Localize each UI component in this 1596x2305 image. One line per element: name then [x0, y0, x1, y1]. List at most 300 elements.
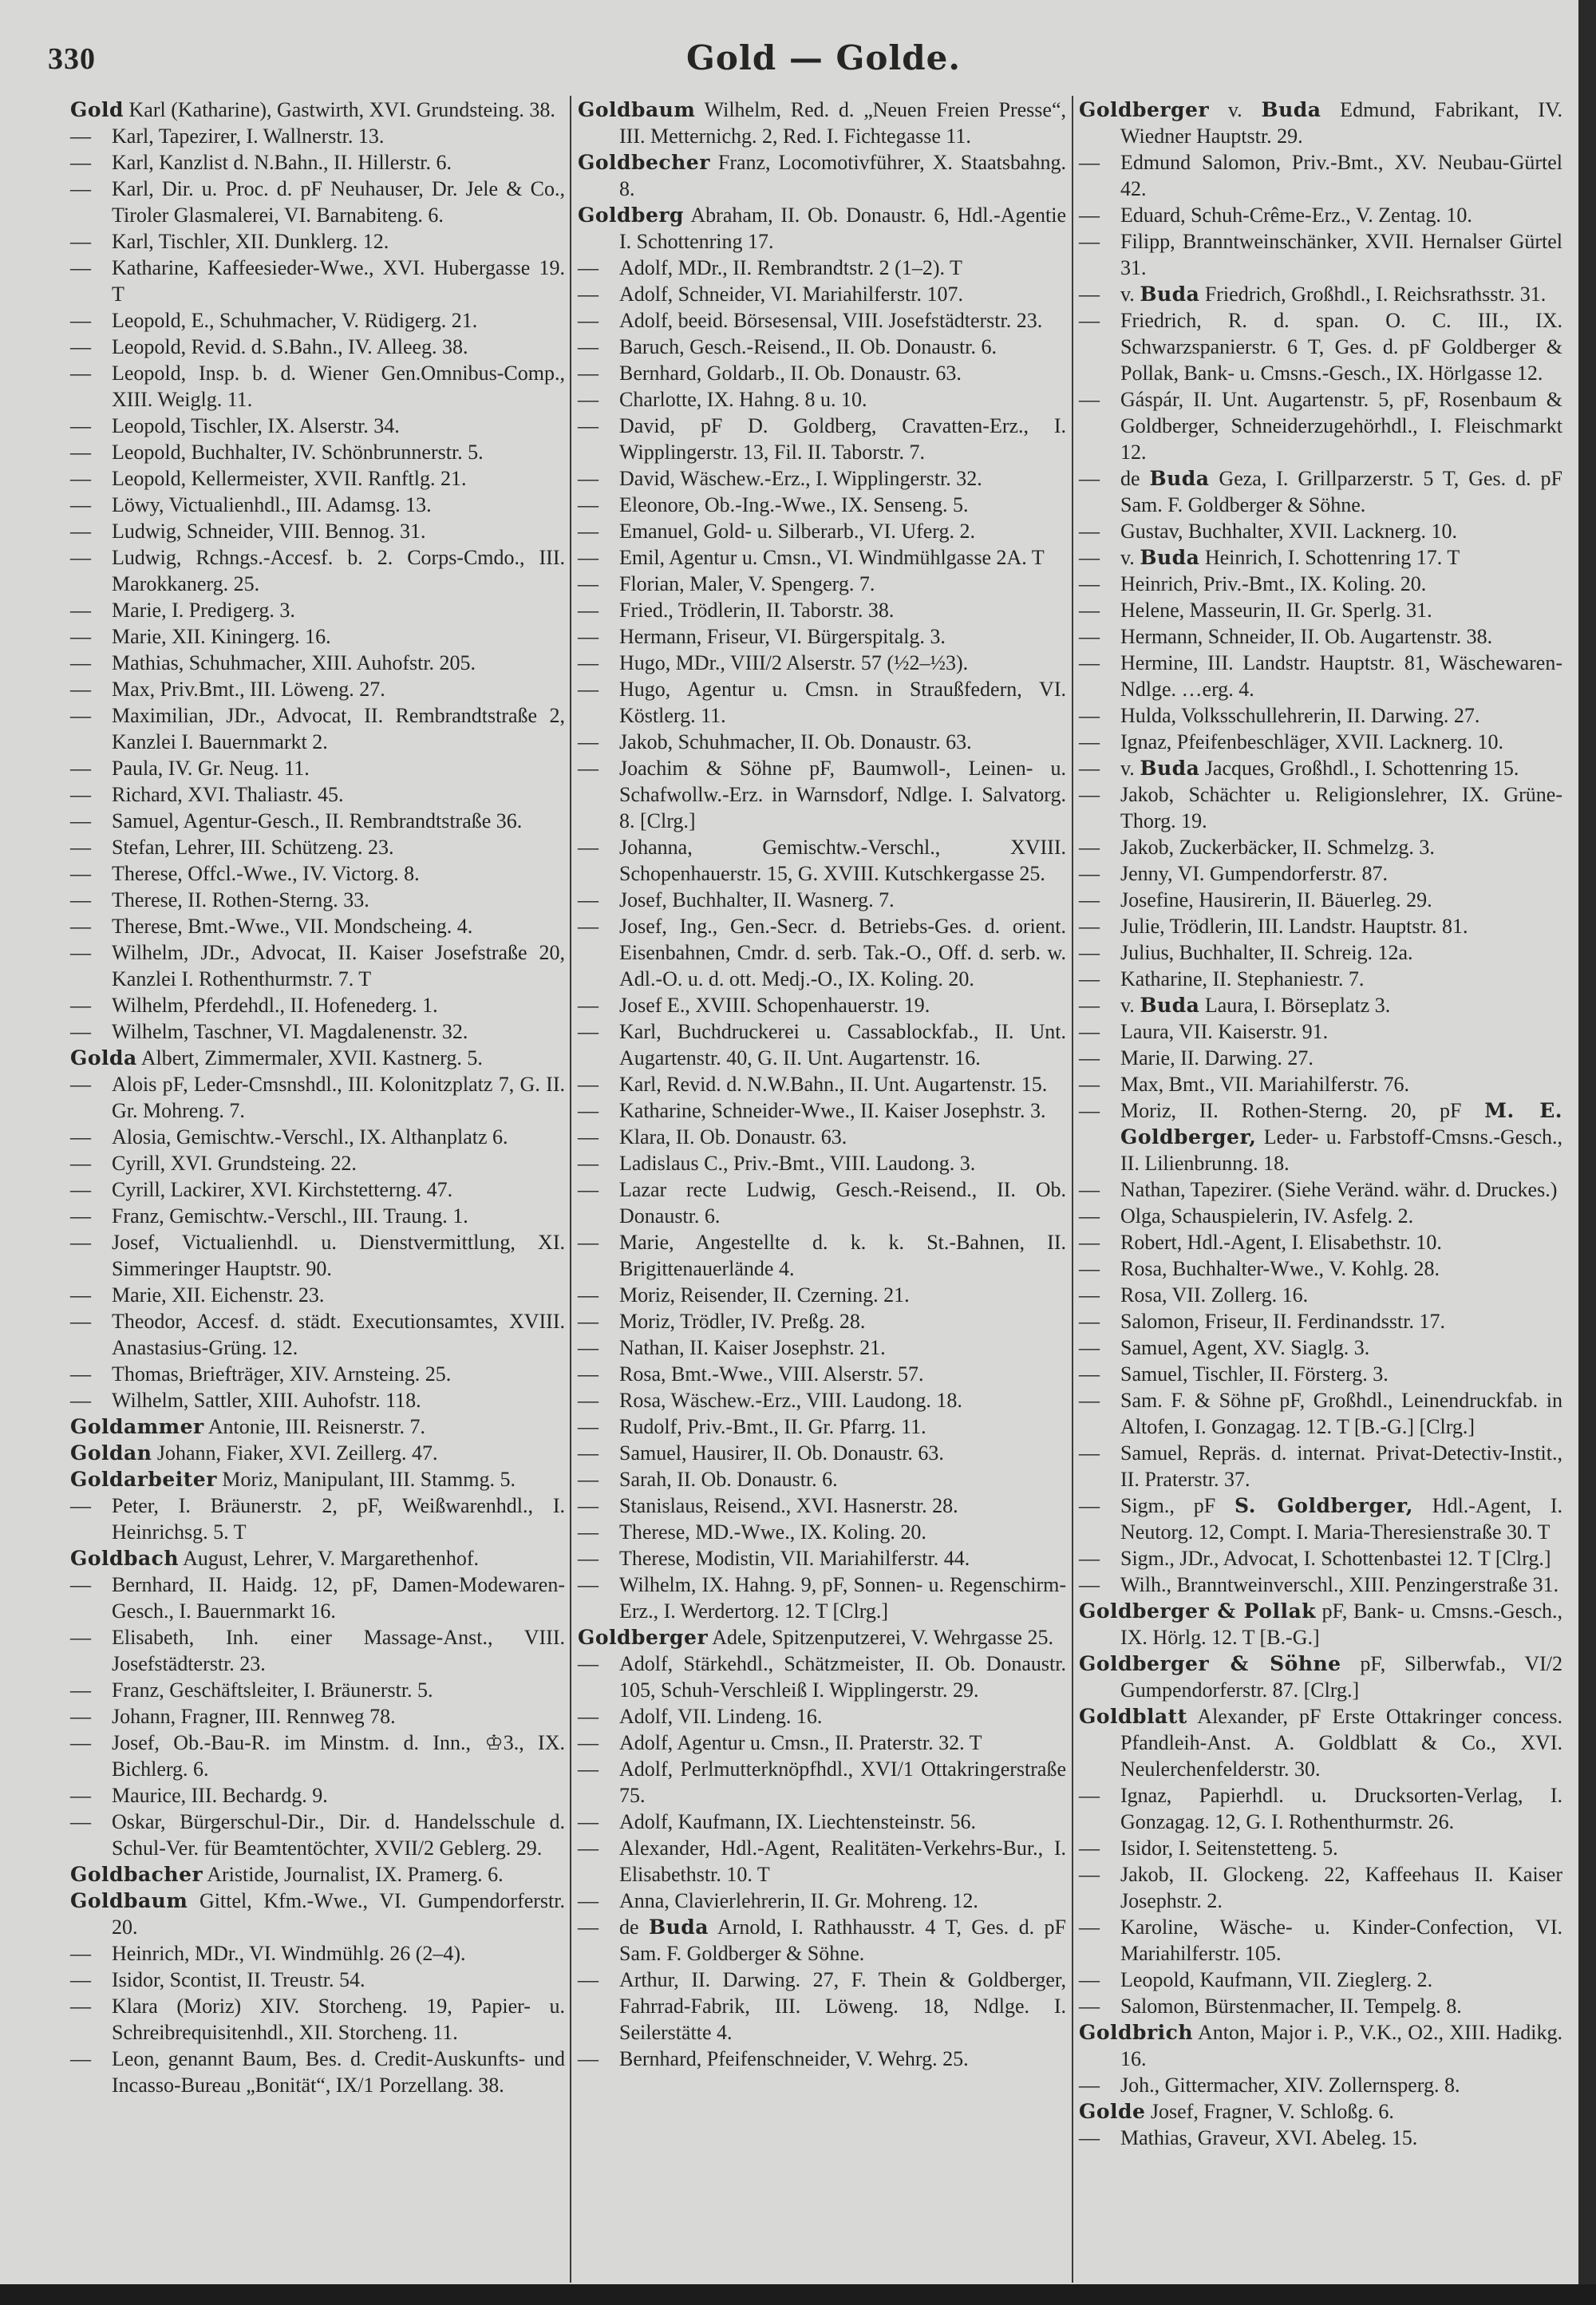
ditto-dash: —: [1079, 309, 1100, 332]
ditto-dash: —: [1079, 388, 1100, 411]
directory-entry: [578, 1466, 1066, 1493]
directory-entry: [70, 597, 565, 623]
directory-entry: [70, 1888, 565, 1940]
entry-text: Arthur, II. Darwing. 27, F. Thein & Goldberger, Fahrrad-Fabrik, III. Löweng. 18, Ndlge. I. Seilerstätte 4.: [619, 1968, 1066, 2044]
directory-entry: [1079, 281, 1562, 307]
entry-text: Bernhard, Goldarb., II. Ob. Donaustr. 63.: [619, 362, 962, 385]
surname-heading: Goldberger: [578, 1626, 709, 1649]
entry-text: Baruch, Gesch.-Reisend., II. Ob. Donaustr. 6.: [619, 335, 997, 358]
ditto-dash: —: [578, 283, 598, 306]
ditto-dash: —: [578, 757, 598, 780]
ditto-dash: —: [578, 651, 598, 674]
directory-entry: [578, 544, 1066, 571]
entry-text: Wilh., Branntweinverschl., XIII. Penzingerstraße 31.: [1120, 1573, 1559, 1596]
directory-entry: [1079, 1176, 1562, 1203]
entry-text: Leopold, E., Schuhmacher, V. Rüdigerg. 21.: [112, 309, 478, 332]
ditto-dash: —: [70, 125, 91, 148]
ditto-dash: —: [70, 2047, 91, 2070]
entry-text: Johann, Fragner, III. Rennweg 78.: [112, 1705, 396, 1728]
entry-text: Bernhard, II. Haidg. 12, pF, Damen-Modewaren-Gesch., I. Bauernmarkt 16.: [112, 1573, 565, 1623]
entry-text: de: [619, 1916, 649, 1939]
directory-entry: [70, 1677, 565, 1703]
ditto-dash: —: [70, 1810, 91, 1833]
ditto-dash: —: [70, 1573, 91, 1596]
entry-text: Adele, Spitzenputzerei, V. Wehrgasse 25.: [708, 1626, 1053, 1649]
directory-entry: [578, 729, 1066, 755]
entry-text: Ignaz, Pfeifenbeschläger, XVII. Lacknerg. 10.: [1120, 730, 1503, 753]
ditto-dash: —: [578, 388, 598, 411]
directory-entry: [578, 281, 1066, 307]
entry-text: Jenny, VI. Gumpendorferstr. 87.: [1120, 862, 1389, 885]
directory-entry: [1079, 1097, 1562, 1176]
ditto-dash: —: [578, 362, 598, 385]
ditto-dash: —: [70, 1283, 91, 1307]
ditto-dash: —: [578, 546, 598, 569]
entry-text: Marie, II. Darwing. 27.: [1120, 1046, 1314, 1069]
directory-entry: [70, 1413, 565, 1440]
ditto-dash: —: [70, 888, 91, 911]
directory-entry: [578, 307, 1066, 334]
directory-entry: [578, 413, 1066, 465]
entry-text: Abraham, II. Ob. Donaustr. 6, Hdl.-Agentie I. Schottenring 17.: [619, 204, 1066, 253]
directory-entry: [70, 1229, 565, 1282]
ditto-dash: —: [578, 836, 598, 859]
entry-text: Peter, I. Bräunerstr. 2, pF, Weißwarenhdl., I. Heinrichsg. 5. T: [112, 1494, 565, 1544]
entry-text: Karl, Dir. u. Proc. d. pF Neuhauser, Dr. Jele & Co., Tiroler Glasmalerei, VI. Barnabiteng. 6.: [112, 177, 565, 227]
ditto-dash: —: [578, 467, 598, 490]
entry-text: Karl, Kanzlist d. N.Bahn., II. Hillerstr. 6.: [112, 151, 452, 174]
ditto-dash: —: [1079, 546, 1100, 569]
directory-entry: [578, 597, 1066, 623]
directory-entry: [70, 1466, 565, 1493]
directory-entry: [578, 1703, 1066, 1730]
directory-entry: [1079, 1651, 1562, 1703]
directory-entry: [1079, 966, 1562, 992]
entry-text: Johann, Fiaker, XVI. Zeillerg. 47.: [152, 1441, 438, 1465]
ditto-dash: —: [1079, 1046, 1100, 1069]
directory-entry: [578, 1124, 1066, 1150]
ditto-dash: —: [1079, 625, 1100, 648]
surname-heading: Buda: [648, 1916, 709, 1939]
entry-text: Adolf, Perlmutterknöpfhdl., XVI/1 Ottakringerstraße 75.: [619, 1757, 1066, 1807]
directory-entry: [1079, 2019, 1562, 2072]
entry-text: Cyrill, Lackirer, XVI. Kirchstetterng. 47.: [112, 1178, 453, 1201]
entry-text: Hermine, III. Landstr. Hauptstr. 81, Wäschewaren-Ndlge. …erg. 4.: [1120, 651, 1562, 701]
entry-text: Sigm., JDr., Advocat, I. Schottenbastei 12. T [Clrg.]: [1120, 1547, 1551, 1570]
entry-text: Cyrill, XVI. Grundsteing. 22.: [112, 1152, 357, 1175]
column-2: [578, 97, 1066, 2072]
ditto-dash: —: [70, 651, 91, 674]
ditto-dash: —: [70, 941, 91, 964]
entry-text: Moriz, Manipulant, III. Stammg. 5.: [216, 1468, 516, 1491]
ditto-dash: —: [578, 2047, 598, 2070]
directory-entry: [1079, 307, 1562, 386]
directory-entry: [1079, 1440, 1562, 1493]
directory-entry: [70, 650, 565, 676]
directory-entry: [70, 860, 565, 887]
running-head: Gold — Golde.: [686, 38, 961, 77]
ditto-dash: —: [1079, 836, 1100, 859]
directory-entry: [70, 307, 565, 334]
directory-entry: [578, 650, 1066, 676]
directory-entry: [70, 149, 565, 176]
directory-entry: [70, 623, 565, 650]
ditto-dash: —: [578, 335, 598, 358]
directory-entry: [1079, 1993, 1562, 2019]
directory-entry: [578, 386, 1066, 413]
entry-text: Karl, Tischler, XII. Dunklerg. 12.: [112, 230, 389, 253]
entry-text: Max, Bmt., VII. Mariahilferstr. 76.: [1120, 1073, 1410, 1096]
ditto-dash: —: [1079, 572, 1100, 595]
entry-text: Josef, Victualienhdl. u. Dienstvermittlung, XI. Simmeringer Hauptstr. 90.: [112, 1231, 565, 1280]
ditto-dash: —: [70, 1178, 91, 1201]
directory-entry: [1079, 518, 1562, 544]
ditto-dash: —: [1079, 520, 1100, 543]
ditto-dash: —: [578, 1494, 598, 1517]
ditto-dash: —: [70, 809, 91, 832]
ditto-dash: —: [578, 730, 598, 753]
entry-text: Rosa, VII. Zollerg. 16.: [1120, 1283, 1309, 1307]
entry-text: Heinrich, Priv.-Bmt., IX. Koling. 20.: [1120, 572, 1427, 595]
entry-text: Antonie, III. Reisnerstr. 7.: [203, 1415, 425, 1438]
entry-text: Josef, Ing., Gen.-Secr. d. Betriebs-Ges. d. orient. Eisenbahnen, Cmdr. d. serb. Tak.-O., Off. d. serb. w. Adl.-O. u. d. ott. Medj.-O., IX. Koling. 20.: [619, 915, 1066, 990]
directory-entry: [1079, 386, 1562, 465]
directory-entry: [1079, 1703, 1562, 1782]
ditto-dash: —: [1079, 941, 1100, 964]
ditto-dash: —: [578, 915, 598, 938]
directory-entry: [70, 518, 565, 544]
entry-text: Therese, Offcl.-Wwe., IV. Victorg. 8.: [112, 862, 420, 885]
directory-entry: [70, 913, 565, 939]
entry-text: Gittel, Kfm.-Wwe., VI. Gumpendorferstr. 20.: [112, 1889, 565, 1939]
entry-text: Leon, genannt Baum, Bes. d. Credit-Auskunfts- und Incasso-Bureau „Bonität“, IX/1 Porzellang. 38.: [112, 2047, 565, 2097]
ditto-dash: —: [1079, 1573, 1100, 1596]
entry-text: Jakob, Zuckerbäcker, II. Schmelzg. 3.: [1120, 836, 1435, 859]
entry-text: Friedrich, R. d. span. O. C. III., IX. Schwarzspanierstr. 6 T, Ges. d. pF Goldberger & Pollak, Bank- u. Cmsns.-Gesch., IX. Hörlgasse 12.: [1120, 309, 1562, 385]
entry-text: Heinrich, MDr., VI. Windmühlg. 26 (2–4).: [112, 1942, 466, 1965]
entry-text: Marie, I. Predigerg. 3.: [112, 599, 295, 622]
directory-entry: [70, 676, 565, 702]
entry-text: Karl, Buchdruckerei u. Cassablockfab., II. Unt. Augartenstr. 40, G. II. Unt. Augartenstr. 16.: [619, 1020, 1066, 1069]
directory-entry: [1079, 1282, 1562, 1308]
entry-text: Thomas, Briefträger, XIV. Arnsteing. 25.: [112, 1362, 452, 1386]
ditto-dash: —: [1079, 599, 1100, 622]
ditto-dash: —: [70, 546, 91, 569]
ditto-dash: —: [578, 1889, 598, 1912]
surname-heading: Goldbecher: [578, 151, 710, 174]
directory-entry: [578, 1440, 1066, 1466]
ditto-dash: —: [1079, 1099, 1100, 1122]
directory-entry: [578, 1914, 1066, 1967]
directory-entry: [1079, 913, 1562, 939]
entry-text: Wilhelm, Sattler, XIII. Auhofstr. 118.: [112, 1389, 421, 1412]
directory-entry: [578, 1624, 1066, 1651]
entry-text: Robert, Hdl.-Agent, I. Elisabethstr. 10.: [1120, 1231, 1442, 1254]
ditto-dash: —: [578, 1099, 598, 1122]
ditto-dash: —: [70, 1152, 91, 1175]
ditto-dash: —: [70, 1125, 91, 1149]
entry-text: Therese, Modistin, VII. Mariahilferstr. 44.: [619, 1547, 970, 1570]
ditto-dash: —: [1079, 862, 1100, 885]
ditto-dash: —: [578, 1968, 598, 1991]
ditto-dash: —: [1079, 888, 1100, 911]
directory-entry: [578, 992, 1066, 1018]
directory-entry: [578, 1387, 1066, 1413]
directory-entry: [70, 1730, 565, 1782]
ditto-dash: —: [578, 1389, 598, 1412]
entry-text: Franz, Locomotivführer, X. Staatsbahng. 8.: [619, 151, 1066, 200]
ditto-dash: —: [578, 1916, 598, 1939]
directory-entry: [1079, 755, 1562, 781]
directory-entry: [1079, 1861, 1562, 1914]
entry-text: Hdl.-Agent, I. Neutorg. 12, Compt. I. Maria-Theresienstraße 30. T: [1120, 1494, 1563, 1544]
ditto-dash: —: [70, 836, 91, 859]
entry-text: Marie, XII. Eichenstr. 23.: [112, 1283, 325, 1307]
surname-heading: Gold: [70, 98, 124, 121]
ditto-dash: —: [1079, 1863, 1100, 1886]
entry-text: Ladislaus C., Priv.-Bmt., VIII. Laudong. 3.: [619, 1152, 976, 1175]
ditto-dash: —: [1079, 467, 1100, 490]
surname-heading: Golda: [70, 1046, 137, 1069]
entry-text: Jakob, Schuhmacher, II. Ob. Donaustr. 63.: [619, 730, 972, 753]
entry-text: Wilhelm, Pferdehdl., II. Hofenederg. 1.: [112, 994, 438, 1017]
directory-entry: [1079, 1361, 1562, 1387]
ditto-dash: —: [1079, 1204, 1100, 1228]
directory-entry: [578, 1519, 1066, 1545]
ditto-dash: —: [70, 309, 91, 332]
entry-text: Stefan, Lehrer, III. Schützeng. 23.: [112, 836, 394, 859]
ditto-dash: —: [70, 994, 91, 1017]
ditto-dash: —: [578, 1178, 598, 1201]
directory-entry: [578, 1176, 1066, 1229]
ditto-dash: —: [70, 362, 91, 385]
directory-entry: [578, 1229, 1066, 1282]
entry-text: Ludwig, Rchngs.-Accesf. b. 2. Corps-Cmdo., III. Marokkanerg. 25.: [112, 546, 565, 595]
directory-entry: [578, 334, 1066, 360]
directory-entry: [70, 544, 565, 597]
entry-text: Samuel, Hausirer, II. Ob. Donaustr. 63.: [619, 1441, 944, 1465]
surname-heading: Goldarbeiter: [70, 1468, 217, 1491]
entry-text: Wilhelm, JDr., Advocat, II. Kaiser Josefstraße 20, Kanzlei I. Rothenthurmstr. 7. T: [112, 941, 565, 990]
directory-entry: [1079, 1071, 1562, 1097]
entry-text: Josefine, Hausirerin, II. Bäuerleg. 29.: [1120, 888, 1432, 911]
ditto-dash: —: [578, 1757, 598, 1781]
directory-entry: [578, 676, 1066, 729]
ditto-dash: —: [578, 1731, 598, 1754]
ditto-dash: —: [578, 1836, 598, 1860]
ditto-dash: —: [1079, 230, 1100, 253]
ditto-dash: —: [70, 1389, 91, 1412]
directory-entry: [578, 755, 1066, 834]
ditto-dash: —: [578, 1336, 598, 1359]
ditto-dash: —: [578, 1283, 598, 1307]
entry-text: Geza, I. Grillparzerstr. 5 T, Ges. d. pF Sam. F. Goldberger & Söhne.: [1120, 467, 1562, 516]
ditto-dash: —: [70, 625, 91, 648]
ditto-dash: —: [70, 915, 91, 938]
entry-text: Julie, Trödlerin, III. Landstr. Hauptstr. 81.: [1120, 915, 1468, 938]
ditto-dash: —: [70, 862, 91, 885]
directory-entry: [70, 781, 565, 808]
scan-edge: [0, 2284, 1596, 2305]
surname-heading: Golde: [1079, 2100, 1146, 2123]
entry-text: Adolf, MDr., II. Rembrandtstr. 2 (1–2). T: [619, 256, 962, 279]
entry-text: Josef E., XVIII. Schopenhauerstr. 19.: [619, 994, 930, 1017]
directory-entry: [70, 1387, 565, 1413]
ditto-dash: —: [1079, 704, 1100, 727]
directory-entry: [578, 1967, 1066, 2046]
entry-text: Moriz, Trödler, IV. Preßg. 28.: [619, 1310, 866, 1333]
ditto-dash: —: [1079, 1362, 1100, 1386]
ditto-dash: —: [1079, 1020, 1100, 1043]
surname-heading: Goldan: [70, 1441, 152, 1465]
entry-text: Rudolf, Priv.-Bmt., II. Gr. Pfarrg. 11.: [619, 1415, 926, 1438]
directory-entry: [578, 623, 1066, 650]
directory-entry: [70, 1940, 565, 1967]
ditto-dash: —: [578, 1705, 598, 1728]
ditto-dash: —: [1079, 994, 1100, 1017]
ditto-dash: —: [1079, 1916, 1100, 1939]
ditto-dash: —: [578, 1810, 598, 1833]
ditto-dash: —: [70, 1020, 91, 1043]
directory-entry: [70, 334, 565, 360]
entry-text: Moriz, Reisender, II. Czerning. 21.: [619, 1283, 910, 1307]
directory-entry: [70, 992, 565, 1018]
entry-text: Samuel, Repräs. d. internat. Privat-Detectiv-Instit., II. Praterstr. 37.: [1120, 1441, 1562, 1491]
ditto-dash: —: [1079, 651, 1100, 674]
ditto-dash: —: [1079, 1547, 1100, 1570]
directory-entry: [1079, 650, 1562, 702]
surname-heading: M. E. Goldberger,: [1120, 1099, 1563, 1149]
entry-text: Alois pF, Leder-Cmsnshdl., III. Kolonitzplatz 7, G. II. Gr. Mohreng. 7.: [112, 1073, 565, 1122]
directory-entry: [70, 228, 565, 255]
directory-entry: [70, 1782, 565, 1809]
entry-text: Adolf, Agentur u. Cmsn., II. Praterstr. 32. T: [619, 1731, 982, 1754]
surname-heading: Goldbrich: [1079, 2021, 1194, 2044]
entry-text: Maurice, III. Bechardg. 9.: [112, 1784, 328, 1807]
ditto-dash: —: [70, 493, 91, 516]
directory-entry: [578, 571, 1066, 597]
ditto-dash: —: [70, 1995, 91, 2018]
ditto-dash: —: [1079, 783, 1100, 806]
entry-text: Leopold, Kaufmann, VII. Zieglerg. 2.: [1120, 1968, 1433, 1991]
entry-text: Gustav, Buchhalter, XVII. Lacknerg. 10.: [1120, 520, 1458, 543]
ditto-dash: —: [1079, 1231, 1100, 1254]
entry-text: Leopold, Insp. b. d. Wiener Gen.Omnibus-Comp., XIII. Weiglg. 11.: [112, 362, 565, 411]
directory-entry: [1079, 781, 1562, 834]
column-3: [1079, 97, 1562, 2151]
directory-entry: [70, 1308, 565, 1361]
entry-text: Lazar recte Ludwig, Gesch.-Reisend., II. Ob. Donaustr. 6.: [619, 1178, 1066, 1228]
entry-text: Adolf, VII. Lindeng. 16.: [619, 1705, 823, 1728]
ditto-dash: —: [578, 1125, 598, 1149]
entry-text: Aristide, Journalist, IX. Pramerg. 6.: [203, 1863, 504, 1886]
entry-text: Marie, XII. Kiningerg. 16.: [112, 625, 331, 648]
directory-entry: [70, 97, 565, 123]
entry-text: Albert, Zimmermaler, XVII. Kastnerg. 5.: [136, 1046, 483, 1069]
ditto-dash: —: [578, 1073, 598, 1096]
surname-heading: Goldberg: [578, 204, 685, 227]
entry-text: Leopold, Buchhalter, IV. Schönbrunnerstr. 5.: [112, 441, 484, 464]
entry-text: Josef, Buchhalter, II. Wasnerg. 7.: [619, 888, 895, 911]
directory-entry: [578, 1545, 1066, 1572]
ditto-dash: —: [1079, 151, 1100, 174]
directory-entry: [70, 1150, 565, 1176]
entry-text: Joh., Gittermacher, XIV. Zollernsperg. 8.: [1120, 2074, 1460, 2097]
ditto-dash: —: [1079, 1836, 1100, 1860]
ditto-dash: —: [578, 994, 598, 1017]
surname-heading: Buda: [1140, 757, 1200, 780]
ditto-dash: —: [70, 1073, 91, 1096]
directory-entry: [70, 439, 565, 465]
entry-text: Therese, Bmt.-Wwe., VII. Mondscheing. 4.: [112, 915, 473, 938]
directory-entry: [1079, 149, 1562, 202]
directory-entry: [70, 1967, 565, 1993]
directory-entry: [1079, 1545, 1562, 1572]
entry-text: Hermann, Schneider, II. Ob. Augartenstr. 38.: [1120, 625, 1493, 648]
directory-entry: [70, 939, 565, 992]
ditto-dash: —: [70, 1362, 91, 1386]
entry-text: Nathan, Tapezirer. (Siehe Veränd. währ. d. Druckes.): [1120, 1178, 1558, 1201]
ditto-dash: —: [578, 493, 598, 516]
page-number: 330: [48, 42, 96, 76]
directory-entry: [70, 465, 565, 492]
directory-entry: [1079, 1255, 1562, 1282]
directory-entry: [1079, 2125, 1562, 2151]
entry-text: Elisabeth, Inh. einer Massage-Anst., VIII. Josefstädterstr. 23.: [112, 1626, 565, 1675]
entry-text: Mathias, Graveur, XVI. Abeleg. 15.: [1120, 2126, 1418, 2149]
ditto-dash: —: [70, 1626, 91, 1649]
directory-entry: [1079, 1967, 1562, 1993]
entry-text: Filipp, Branntweinschänker, XVII. Hernalser Gürtel 31.: [1120, 230, 1562, 279]
directory-entry: [578, 834, 1066, 887]
entry-text: Therese, MD.-Wwe., IX. Koling. 20.: [619, 1520, 926, 1544]
directory-entry: [1079, 597, 1562, 623]
directory-entry: [1079, 1572, 1562, 1598]
directory-entry: [578, 97, 1066, 149]
entry-text: Karl, Revid. d. N.W.Bahn., II. Unt. Augartenstr. 15.: [619, 1073, 1048, 1096]
surname-heading: Buda: [1140, 994, 1200, 1017]
directory-entry: [70, 2046, 565, 2098]
ditto-dash: —: [1079, 967, 1100, 990]
directory-entry: [1079, 1598, 1562, 1651]
surname-heading: Buda: [1261, 98, 1321, 121]
entry-text: Rosa, Bmt.-Wwe., VIII. Alserstr. 57.: [619, 1362, 924, 1386]
ditto-dash: —: [1079, 730, 1100, 753]
entry-text: Eduard, Schuh-Crême-Erz., V. Zentag. 10.: [1120, 204, 1472, 227]
ditto-dash: —: [70, 1784, 91, 1807]
surname-heading: S. Goldberger,: [1235, 1494, 1413, 1517]
ditto-dash: —: [70, 783, 91, 806]
entry-text: Karl, Tapezirer, I. Wallnerstr. 13.: [112, 125, 385, 148]
directory-entry: [1079, 465, 1562, 518]
entry-text: Olga, Schauspielerin, IV. Asfelg. 2.: [1120, 1204, 1414, 1228]
ditto-dash: —: [70, 256, 91, 279]
directory-entry: [70, 834, 565, 860]
entry-text: Samuel, Agentur-Gesch., II. Rembrandtstraße 36.: [112, 809, 523, 832]
entry-text: de: [1120, 467, 1150, 490]
directory-entry: [578, 2046, 1066, 2072]
entry-text: Katharine, Kaffeesieder-Wwe., XVI. Hubergasse 19. T: [112, 256, 565, 306]
surname-heading: Goldammer: [70, 1415, 204, 1438]
entry-text: Ignaz, Papierhdl. u. Drucksorten-Verlag, I. Gonzagag. 12, G. I. Rothenthurmstr. 26.: [1120, 1784, 1562, 1833]
ditto-dash: —: [578, 1573, 598, 1596]
entry-text: pF, Silberwfab., VI/2 Gumpendorferstr. 87. [Clrg.]: [1120, 1652, 1562, 1702]
ditto-dash: —: [1079, 1389, 1100, 1412]
ditto-dash: —: [578, 1547, 598, 1570]
directory-entry: [70, 1993, 565, 2046]
entry-text: Marie, Angestellte d. k. k. St.-Bahnen, II. Brigittenauerlände 4.: [619, 1231, 1066, 1280]
entry-text: Julius, Buchhalter, II. Schreig. 12a.: [1120, 941, 1413, 964]
